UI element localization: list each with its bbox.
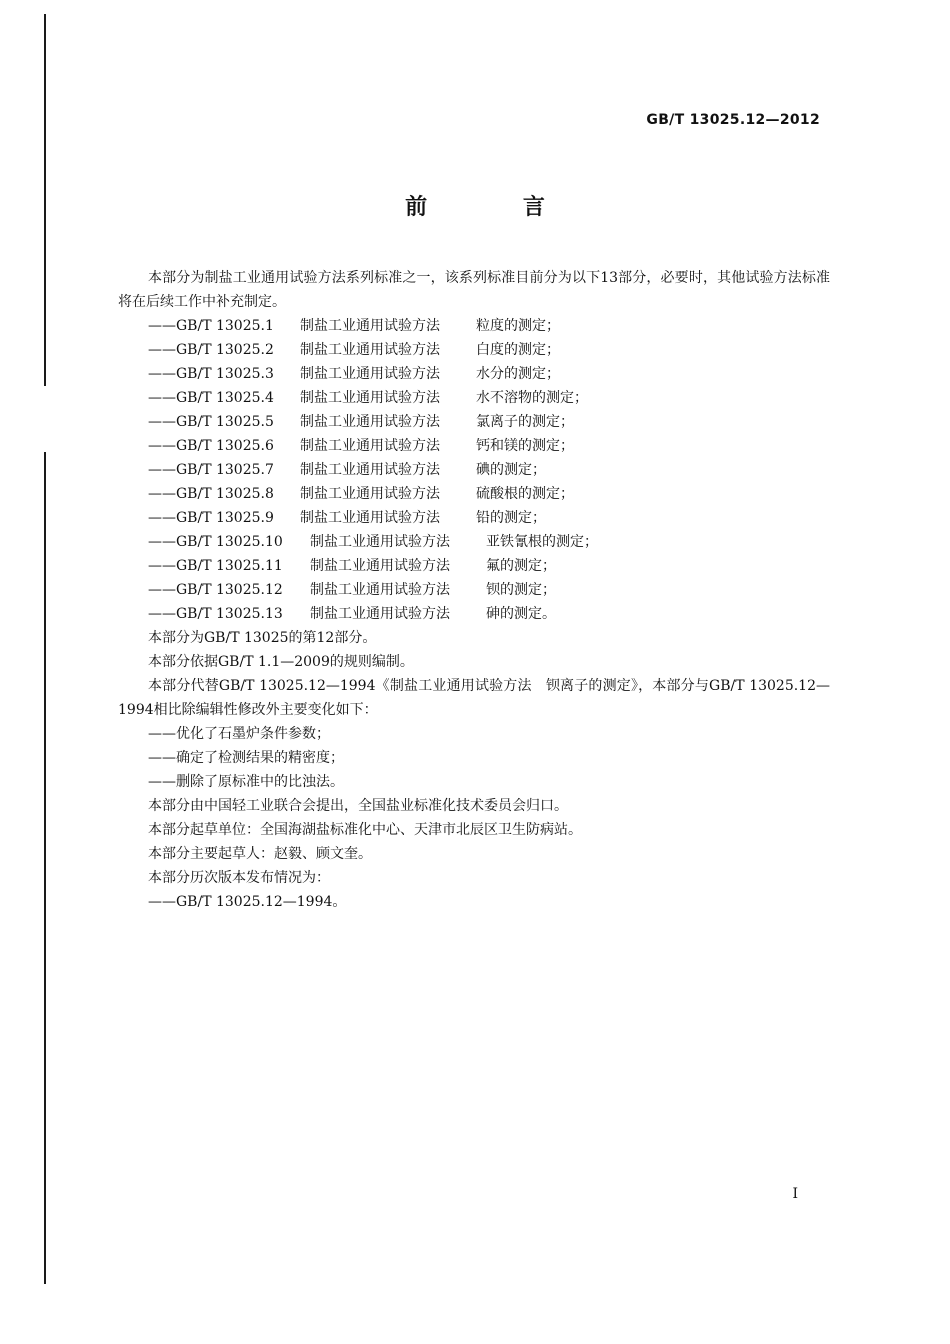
part-code: ——GB/T 13025.5 <box>148 414 274 430</box>
part-subject: 钡的测定； <box>486 582 556 598</box>
part-method: 制盐工业通用试验方法 <box>300 390 440 406</box>
part-code: ——GB/T 13025.4 <box>148 390 274 406</box>
part-code: ——GB/T 13025.6 <box>148 438 274 454</box>
list-item <box>118 362 830 386</box>
list-item <box>118 578 830 602</box>
part-method: 制盐工业通用试验方法 <box>310 606 450 622</box>
binding-edge-line-bottom <box>44 452 46 1284</box>
part-subject: 碘的测定； <box>476 462 546 478</box>
page-number: I <box>792 1186 798 1202</box>
part-subject: 水不溶物的测定； <box>476 390 588 406</box>
part-code: ——GB/T 13025.2 <box>148 342 274 358</box>
part-subject: 白度的测定； <box>476 342 560 358</box>
replaces-statement: 本部分代替GB/T 13025.12—1994《制盐工业通用试验方法 钡离子的测定》，本部分与GB/T 13025.12—1994相比除编辑性修改外主要变化如下： <box>118 678 830 718</box>
part-method: 制盐工业通用试验方法 <box>300 438 440 454</box>
list-item <box>118 410 830 434</box>
part-number-statement: 本部分为GB/T 13025的第12部分。 <box>148 630 377 646</box>
part-subject: 氟的测定； <box>486 558 556 574</box>
part-method: 制盐工业通用试验方法 <box>310 534 450 550</box>
proposer-statement: 本部分由中国轻工业联合会提出，全国盐业标准化技术委员会归口。 <box>148 798 568 814</box>
part-method: 制盐工业通用试验方法 <box>310 558 450 574</box>
part-subject: 钙和镁的测定； <box>476 438 574 454</box>
part-subject: 硫酸根的测定； <box>476 486 574 502</box>
history-intro: 本部分历次版本发布情况为： <box>148 870 330 886</box>
part-subject: 水分的测定； <box>476 366 560 382</box>
parts-list <box>118 314 830 626</box>
list-item: ——删除了原标准中的比浊法。 <box>148 774 344 790</box>
list-item: ——优化了石墨炉条件参数； <box>148 726 330 742</box>
part-subject: 粒度的测定； <box>476 318 560 334</box>
list-item <box>118 386 830 410</box>
part-method: 制盐工业通用试验方法 <box>300 342 440 358</box>
list-item <box>118 338 830 362</box>
drafting-units-statement: 本部分起草单位：全国海湖盐标准化中心、天津市北辰区卫生防病站。 <box>148 822 582 838</box>
changes-list <box>118 722 830 794</box>
part-code: ——GB/T 13025.13 <box>148 606 283 622</box>
list-item <box>118 314 830 338</box>
list-item <box>118 458 830 482</box>
list-item <box>118 434 830 458</box>
list-item <box>118 482 830 506</box>
document-code: GB/T 13025.12—2012 <box>646 112 820 128</box>
part-subject: 亚铁氰根的测定； <box>486 534 598 550</box>
part-code: ——GB/T 13025.11 <box>148 558 283 574</box>
intro-paragraph: 本部分为制盐工业通用试验方法系列标准之一，该系列标准目前分为以下13部分，必要时，其他试验方法标准将在后续工作中补充制定。 <box>118 270 830 310</box>
drafters-statement: 本部分主要起草人：赵毅、顾文奎。 <box>148 846 372 862</box>
list-item: ——确定了检测结果的精密度； <box>148 750 344 766</box>
part-method: 制盐工业通用试验方法 <box>300 414 440 430</box>
part-code: ——GB/T 13025.7 <box>148 462 274 478</box>
part-code: ——GB/T 13025.8 <box>148 486 274 502</box>
part-method: 制盐工业通用试验方法 <box>300 510 440 526</box>
list-item <box>118 506 830 530</box>
part-code: ——GB/T 13025.9 <box>148 510 274 526</box>
part-code: ——GB/T 13025.1 <box>148 318 274 334</box>
page-title: 前 言 <box>405 195 589 220</box>
part-method: 制盐工业通用试验方法 <box>300 366 440 382</box>
part-method: 制盐工业通用试验方法 <box>300 486 440 502</box>
part-subject: 砷的测定。 <box>486 606 556 622</box>
part-code: ——GB/T 13025.12 <box>148 582 283 598</box>
list-item <box>118 554 830 578</box>
drafting-rules-statement: 本部分依据GB/T 1.1—2009的规则编制。 <box>148 654 414 670</box>
part-code: ——GB/T 13025.10 <box>148 534 283 550</box>
part-subject: 氯离子的测定； <box>476 414 574 430</box>
list-item <box>118 530 830 554</box>
part-subject: 铅的测定； <box>476 510 546 526</box>
part-method: 制盐工业通用试验方法 <box>310 582 450 598</box>
history-item: ——GB/T 13025.12—1994。 <box>148 894 347 910</box>
foreword-body <box>118 266 830 914</box>
list-item <box>118 602 830 626</box>
part-method: 制盐工业通用试验方法 <box>300 318 440 334</box>
part-method: 制盐工业通用试验方法 <box>300 462 440 478</box>
part-code: ——GB/T 13025.3 <box>148 366 274 382</box>
